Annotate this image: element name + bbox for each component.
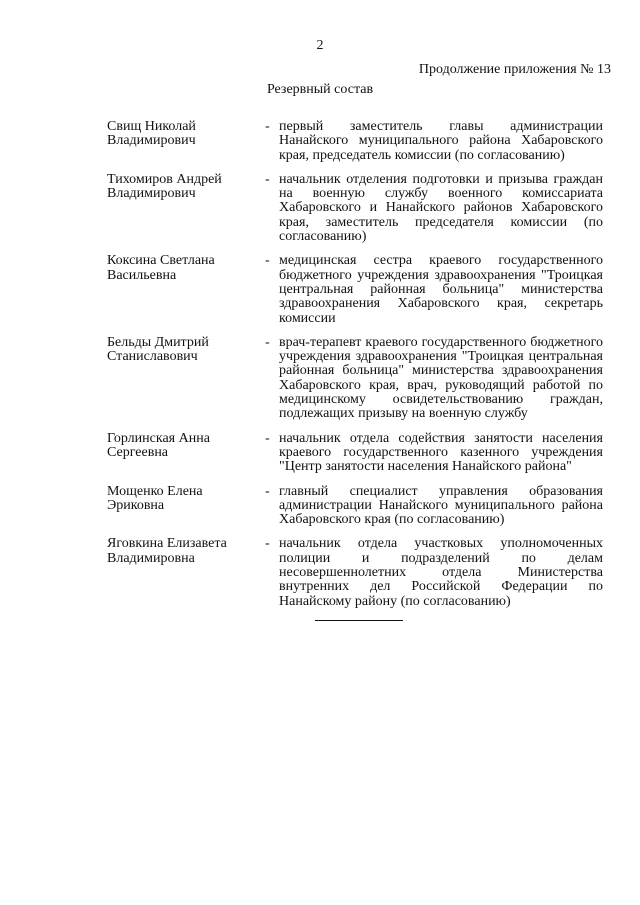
member-role: начальник отделения подготовки и призыва граждан на военную службу военного комиссариата Хабаровского и Нанайского районов Хабаровского края, заместитель председателя комиссии (по согласованию) — [279, 171, 603, 245]
members-list — [107, 120, 603, 609]
member-name: Тихомиров Андрей Владимирович — [107, 171, 222, 202]
member-name: Коксина Светлана Васильевна — [107, 253, 215, 283]
member-role: начальник отдела содействия занятости населения краевого государственного казенного учреждения "Центр занятости населения Нанайского района" — [279, 430, 603, 475]
member-role: врач-терапевт краевого государственного бюджетного учреждения здравоохранения "Троицкая центральная районная больница" министерства здравоохранения Хабаровского края, врач, руководящий работой по медицинскому освидетельствованию граждан, подлежащих призыву на военную службу — [279, 334, 603, 422]
member-row — [107, 173, 603, 244]
member-dash: - — [265, 119, 270, 134]
member-name: Мощенко Елена Эриковна — [107, 483, 203, 513]
member-role: начальник отдела участковых уполномоченных полиции и подразделений по делам несовершеннолетних отдела Министерства внутренних дел Российской Федерации по Нанайскому району (по согласованию) — [279, 536, 603, 609]
member-dash: - — [265, 536, 270, 552]
appendix-note: Продолжение приложения № 13 — [418, 62, 611, 77]
page-number: 2 — [316, 38, 324, 53]
member-name: Горлинская Анна Сергеевна — [107, 430, 210, 460]
member-dash: - — [265, 483, 270, 499]
member-row — [107, 432, 603, 475]
member-row — [107, 336, 603, 422]
member-dash: - — [265, 253, 270, 269]
member-name: Бельды Дмитрий Станиславович — [107, 334, 209, 365]
member-role: первый заместитель главы администрации Нанайского муниципального района Хабаровского края, председатель комиссии (по согласованию) — [279, 119, 603, 163]
section-title: Резервный состав — [266, 82, 374, 97]
member-row — [107, 485, 603, 528]
member-dash: - — [265, 430, 270, 446]
member-role: медицинская сестра краевого государственного бюджетного учреждения здравоохранения "Троицкая центральная районная больница" министерства здравоохранения Хабаровского края, секретарь комиссии — [279, 253, 603, 326]
member-row — [107, 537, 603, 608]
member-row — [107, 120, 603, 163]
member-name: Яговкина Елизавета Владимировна — [107, 536, 227, 566]
member-dash: - — [265, 334, 270, 350]
member-row — [107, 254, 603, 325]
member-role: главный специалист управления образования администрации Нанайского муниципального района Хабаровского края (по согласованию) — [279, 483, 603, 528]
closing-line — [315, 620, 403, 621]
member-name: Свищ Николай Владимирович — [107, 119, 196, 149]
member-dash: - — [265, 171, 270, 187]
